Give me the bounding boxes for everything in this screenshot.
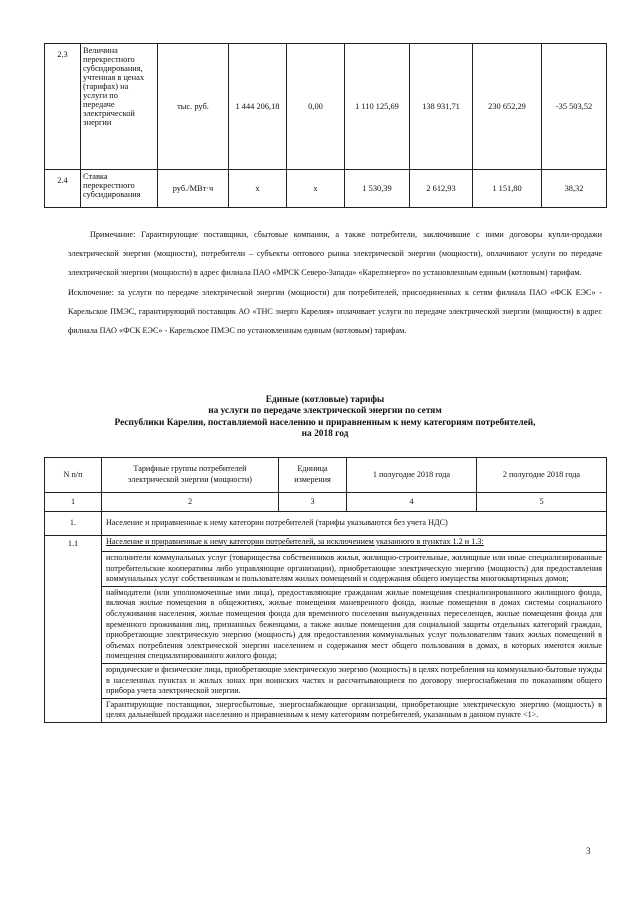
category-description: наймодатели (или уполномоченные ими лица), предоставляющие гражданам жилые помещения специализированного жилищного фонда, включая жилые помещения в общежитиях, жилые помещения маневренного фонда, жилые помещения в домах системы социального обслуживания населения, жилые помещения фонда для временного поселения вынужденных переселенцев, жилые помещения фонда для временного проживания лиц, признанных беженцами, а также жилые помещения для социальной защиты отдельных категорий граждан, приобретающие электрическую энергию (мощность) для предоставления коммунальных услуг пользователям таких жилых помещений в объемах потребления электрической энергии населением и содержания мест общего пользования в домах, в которых имеются жилые помещения специализированного жилого фонда; [102,586,607,663]
tariff-heading [44,395,606,441]
row-label [81,44,158,170]
category-description: Гарантирующие поставщики, энергосбытовые, энергоснабжающие организации, приобретающие электрическую энергию (мощность) в целях дальнейшей продажи населению и приравненным к нему категориям потребителей, указанным в данном пункте <1>. [102,698,607,722]
label-line: Величина [83,46,118,55]
value-cell: 1 110 125,69 [345,44,410,170]
column-index: 2 [102,493,279,512]
section-title: Население и приравненные к нему категории потребителей (тарифы указываются без учета НДС) [102,512,607,536]
column-index: 1 [45,493,102,512]
heading-line: Республики Карелия, поставляемой населению и приравненным к нему категориям потребителей, [114,417,536,428]
column-index-row [45,493,607,512]
table-row [45,44,607,170]
heading-line: на 2018 год [301,429,349,440]
value-cell: 38,32 [542,170,607,208]
column-header: N п/п [45,458,102,493]
list-item [45,552,607,587]
tariff-table [44,457,607,723]
section-number: 1. [45,512,102,536]
page-number: 3 [586,846,591,856]
label-line: субсидирования [83,190,141,199]
note-paragraph: Примечание: Гарантирующие поставщики, сбытовые компании, а также потребители, заключившие с ними договоры купли-продажи электрической энергии (мощности), потребители – субъекты оптового рынка электрической энергии (мощности), оплачивают услуги по передаче электрической энергии (мощности) в адрес филиала ПАО «МРСК Северо-Запада» «Карелэнерго» по установленным единым (котловым) тарифам. [68,230,602,278]
value-cell: 138 931,71 [410,44,473,170]
label-line: энергии [83,118,112,127]
label-line: учтенная в ценах [83,73,145,82]
value-cell: -35 503,52 [542,44,607,170]
row-number: 2.3 [45,44,81,170]
label-line: услуги по [83,91,118,100]
tariff-table-continuation [44,43,607,208]
value-cell: 2 612,93 [410,170,473,208]
exception-paragraph: Исключение: за услуги по передаче электрической энергии (мощности) для потребителей, присоединенных к сетям филиала ПАО «ФСК ЕЭС» - Карельское ПМЭС, гарантирующий поставщик АО «ТНС энерго Карелия» оплачивает услуги по передаче электрической энергии (мощности) в адрес филиала ПАО «ФСК ЕЭС» - Карельское ПМЭС по установленным единым (котловым) тарифам. [68,287,602,336]
section-row [45,512,607,536]
label-line: субсидирования, [83,64,143,73]
row-label [81,170,158,208]
heading-line: на услуги по передаче электрической энергии по сетям [208,406,442,417]
value-cell: 230 652,29 [473,44,542,170]
value-cell: 1 151,80 [473,170,542,208]
table-header-row [45,458,607,493]
label-line: Ставка [83,172,108,181]
label-line: перекрестного [83,55,135,64]
list-item [45,698,607,722]
column-header: Единица измерения [279,458,347,493]
list-item [45,663,607,698]
section-number: 1.1 [45,536,102,723]
label-line: передаче [83,100,115,109]
label-line: электрической [83,109,135,118]
column-header: Тарифные группы потребителей электрической энергии (мощности) [102,458,279,493]
value-cell: 0,00 [287,44,345,170]
section-row [45,536,607,552]
section-title: Население и приравненные к нему категории потребителей, за исключением указанного в пунктах 1.2 и 1.3: [102,536,607,552]
value-cell: 1 444 206,18 [229,44,287,170]
column-header: 1 полугодие 2018 года [347,458,477,493]
table-row [45,170,607,208]
unit-cell: тыс. руб. [158,44,229,170]
value-cell: х [287,170,345,208]
note-block [68,225,602,340]
value-cell: х [229,170,287,208]
heading-line: Единые (котловые) тарифы [265,395,385,405]
column-index: 5 [477,493,607,512]
column-index: 3 [279,493,347,512]
list-item [45,586,607,663]
row-number: 2.4 [45,170,81,208]
column-index: 4 [347,493,477,512]
value-cell: 1 530,39 [345,170,410,208]
category-description: исполнители коммунальных услуг (товарищества собственников жилья, жилищно-строительные, жилищные или иные специализированные потребительские кооперативы либо управляющие организации), приобретающие электрическую энергию (мощность) для предоставления коммунальных услуг собственникам и пользователям жилых помещений и содержания общего имущества многоквартирных домов; [102,552,607,587]
category-description: юридические и физические лица, приобретающие электрическую энергию (мощность) в целях потребления на коммунально-бытовые нужды в населенных пунктах и жилых зонах при воинских частях и рассчитывающиеся по договору энергоснабжения по показаниям общего прибора учета электрической энергии. [102,663,607,698]
label-line: перекрестного [83,181,135,190]
unit-cell: руб./МВт·ч [158,170,229,208]
label-line: (тарифах) на [83,82,129,91]
column-header: 2 полугодие 2018 года [477,458,607,493]
